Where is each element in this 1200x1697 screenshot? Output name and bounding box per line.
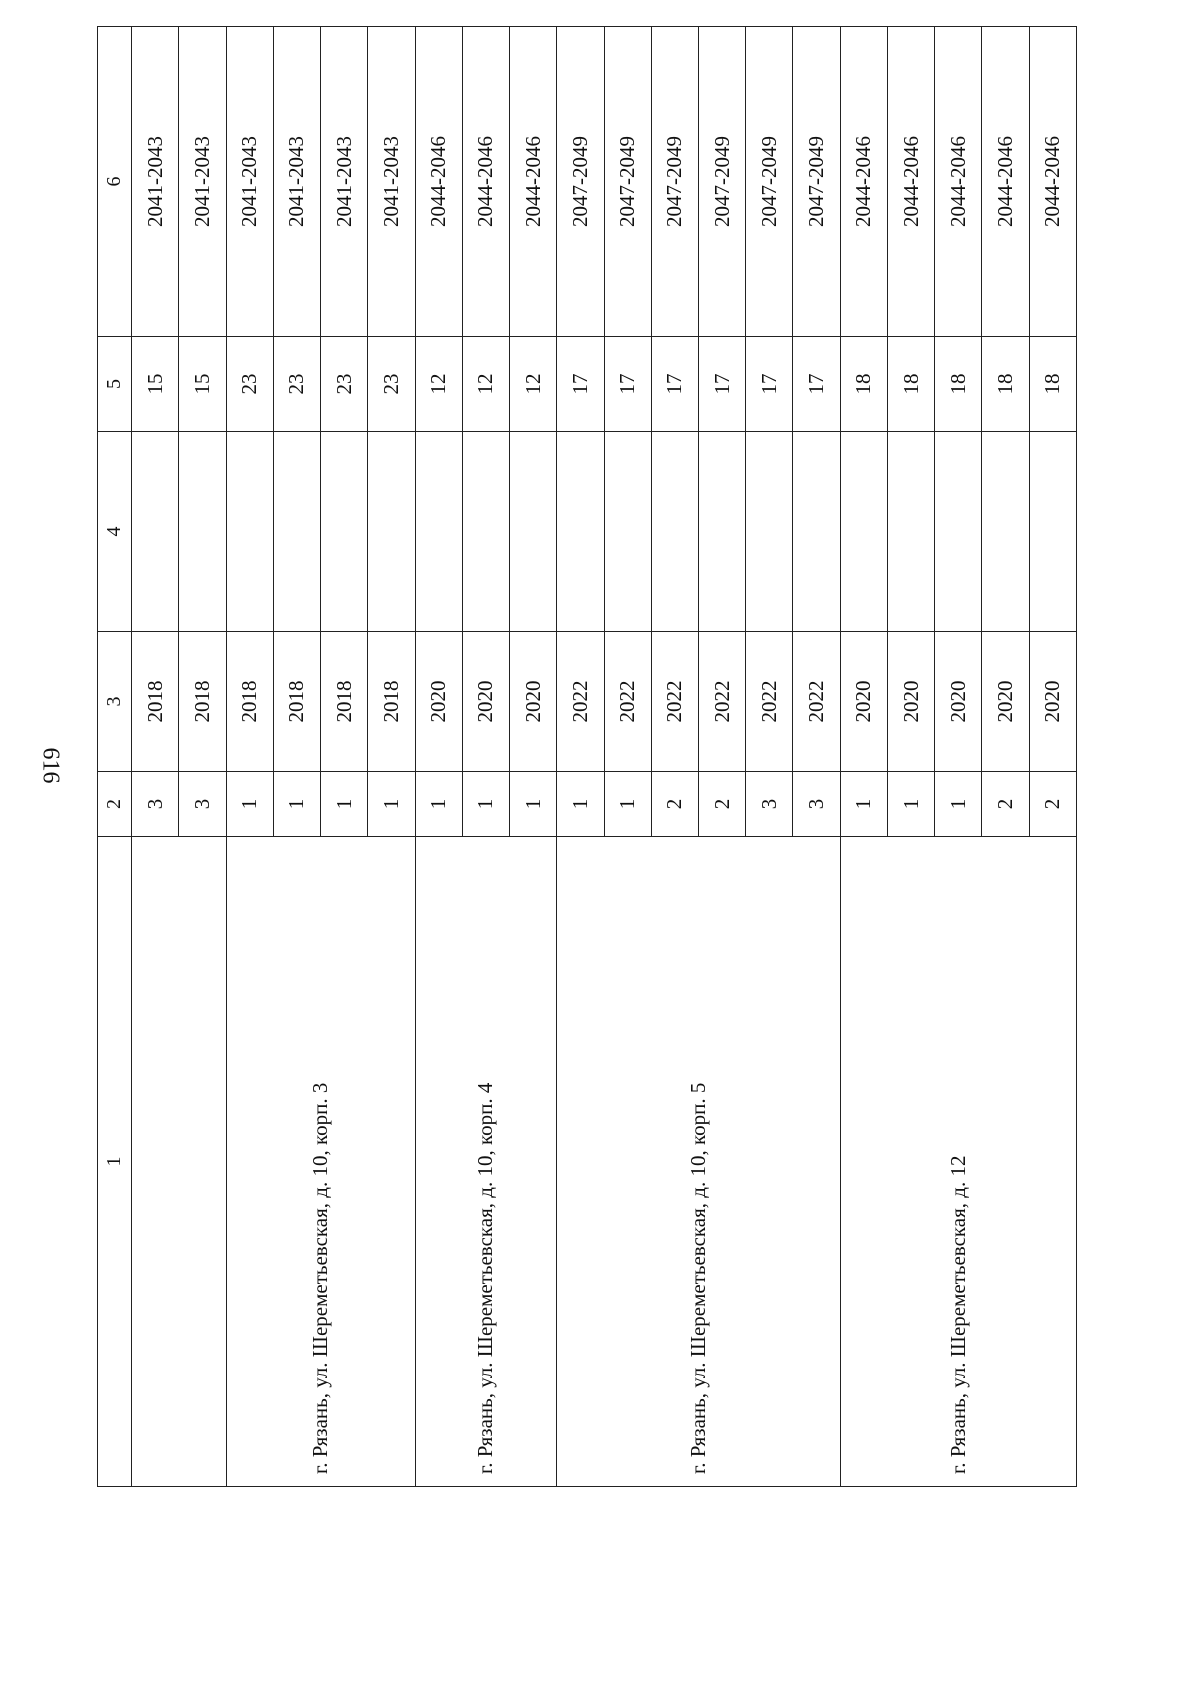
- col5-cell: 17: [651, 337, 698, 432]
- col3-cell: 2022: [746, 632, 793, 772]
- col5-cell: 18: [840, 337, 887, 432]
- col2-cell: 1: [887, 772, 934, 837]
- col6-cell: 2044-2046: [415, 27, 462, 337]
- col6-cell: 2044-2046: [935, 27, 982, 337]
- col3-cell: 2020: [510, 632, 557, 772]
- header-cell: 6: [98, 27, 132, 337]
- col2-cell: 1: [840, 772, 887, 837]
- col6-cell: 2047-2049: [746, 27, 793, 337]
- col3-cell: 2022: [604, 632, 651, 772]
- address-cell: г. Рязань, ул. Шереметьевская, д. 10, корп. 3: [226, 837, 415, 1487]
- address-cell: г. Рязань, ул. Шереметьевская, д. 10, корп. 5: [557, 837, 840, 1487]
- col3-cell: 2022: [793, 632, 840, 772]
- col2-cell: 1: [557, 772, 604, 837]
- col4-cell: [415, 432, 462, 632]
- col2-cell: 3: [793, 772, 840, 837]
- col3-cell: 2018: [132, 632, 179, 772]
- header-cell: 2: [98, 772, 132, 837]
- schedule-table: [97, 26, 1077, 1487]
- col6-cell: 2047-2049: [651, 27, 698, 337]
- col6-cell: 2047-2049: [793, 27, 840, 337]
- col2-cell: 1: [935, 772, 982, 837]
- col2-cell: 2: [698, 772, 745, 837]
- header-cell: 5: [98, 337, 132, 432]
- col4-cell: [746, 432, 793, 632]
- col2-cell: 1: [415, 772, 462, 837]
- col3-cell: 2020: [887, 632, 934, 772]
- col3-cell: 2022: [698, 632, 745, 772]
- table-row: [415, 27, 462, 1487]
- page-number-text: 616: [37, 747, 64, 783]
- col2-cell: 1: [510, 772, 557, 837]
- address-cell: г. Рязань, ул. Шереметьевская, д. 12: [840, 837, 1076, 1487]
- col3-cell: 2018: [179, 632, 226, 772]
- col6-cell: 2041-2043: [273, 27, 320, 337]
- col4-cell: [651, 432, 698, 632]
- col6-cell: 2047-2049: [604, 27, 651, 337]
- col3-cell: 2018: [368, 632, 415, 772]
- col4-cell: [982, 432, 1029, 632]
- col4-cell: [179, 432, 226, 632]
- col6-cell: 2044-2046: [840, 27, 887, 337]
- col4-cell: [557, 432, 604, 632]
- col4-cell: [226, 432, 273, 632]
- col4-cell: [462, 432, 509, 632]
- col3-cell: 2018: [226, 632, 273, 772]
- col5-cell: 23: [226, 337, 273, 432]
- col2-cell: 3: [746, 772, 793, 837]
- col6-cell: 2047-2049: [557, 27, 604, 337]
- col5-cell: 12: [415, 337, 462, 432]
- col4-cell: [1029, 432, 1076, 632]
- col4-cell: [273, 432, 320, 632]
- col3-cell: 2020: [1029, 632, 1076, 772]
- col5-cell: 17: [746, 337, 793, 432]
- col6-cell: 2044-2046: [1029, 27, 1076, 337]
- col3-cell: 2018: [273, 632, 320, 772]
- col5-cell: 17: [698, 337, 745, 432]
- col2-cell: 1: [273, 772, 320, 837]
- col2-cell: 1: [604, 772, 651, 837]
- col2-cell: 3: [132, 772, 179, 837]
- col5-cell: 18: [935, 337, 982, 432]
- col5-cell: 18: [887, 337, 934, 432]
- col6-cell: 2044-2046: [887, 27, 934, 337]
- col4-cell: [840, 432, 887, 632]
- col4-cell: [698, 432, 745, 632]
- col5-cell: 12: [462, 337, 509, 432]
- table-row: [840, 27, 887, 1487]
- col4-cell: [887, 432, 934, 632]
- col5-cell: 17: [557, 337, 604, 432]
- col5-cell: 18: [1029, 337, 1076, 432]
- col2-cell: 1: [462, 772, 509, 837]
- table-row: [226, 27, 273, 1487]
- col4-cell: [510, 432, 557, 632]
- address-cell: [132, 837, 226, 1487]
- col2-cell: 1: [321, 772, 368, 837]
- col4-cell: [935, 432, 982, 632]
- col3-cell: 2022: [557, 632, 604, 772]
- col4-cell: [604, 432, 651, 632]
- col3-cell: 2022: [651, 632, 698, 772]
- col2-cell: 1: [226, 772, 273, 837]
- col6-cell: 2041-2043: [321, 27, 368, 337]
- col5-cell: 15: [132, 337, 179, 432]
- col6-cell: 2041-2043: [368, 27, 415, 337]
- header-cell: 1: [98, 837, 132, 1487]
- table-row: [557, 27, 604, 1487]
- col3-cell: 2020: [935, 632, 982, 772]
- col3-cell: 2020: [415, 632, 462, 772]
- col4-cell: [368, 432, 415, 632]
- col5-cell: 17: [604, 337, 651, 432]
- table-row: [132, 27, 179, 1487]
- col6-cell: 2047-2049: [698, 27, 745, 337]
- col3-cell: 2020: [462, 632, 509, 772]
- col4-cell: [132, 432, 179, 632]
- header-cell: 3: [98, 632, 132, 772]
- col6-cell: 2044-2046: [462, 27, 509, 337]
- col5-cell: 17: [793, 337, 840, 432]
- col4-cell: [793, 432, 840, 632]
- col6-cell: 2041-2043: [179, 27, 226, 337]
- col3-cell: 2018: [321, 632, 368, 772]
- col6-cell: 2044-2046: [510, 27, 557, 337]
- col2-cell: 3: [179, 772, 226, 837]
- col3-cell: 2020: [982, 632, 1029, 772]
- col2-cell: 2: [982, 772, 1029, 837]
- col5-cell: 15: [179, 337, 226, 432]
- col4-cell: [321, 432, 368, 632]
- col3-cell: 2020: [840, 632, 887, 772]
- col6-cell: 2044-2046: [982, 27, 1029, 337]
- col5-cell: 12: [510, 337, 557, 432]
- header-row: [98, 27, 132, 1487]
- page-number: [30, 740, 70, 790]
- col5-cell: 18: [982, 337, 1029, 432]
- col6-cell: 2041-2043: [226, 27, 273, 337]
- col2-cell: 2: [651, 772, 698, 837]
- address-cell: г. Рязань, ул. Шереметьевская, д. 10, корп. 4: [415, 837, 557, 1487]
- col2-cell: 1: [368, 772, 415, 837]
- col6-cell: 2041-2043: [132, 27, 179, 337]
- col2-cell: 2: [1029, 772, 1076, 837]
- col5-cell: 23: [368, 337, 415, 432]
- col5-cell: 23: [321, 337, 368, 432]
- header-cell: 4: [98, 432, 132, 632]
- col5-cell: 23: [273, 337, 320, 432]
